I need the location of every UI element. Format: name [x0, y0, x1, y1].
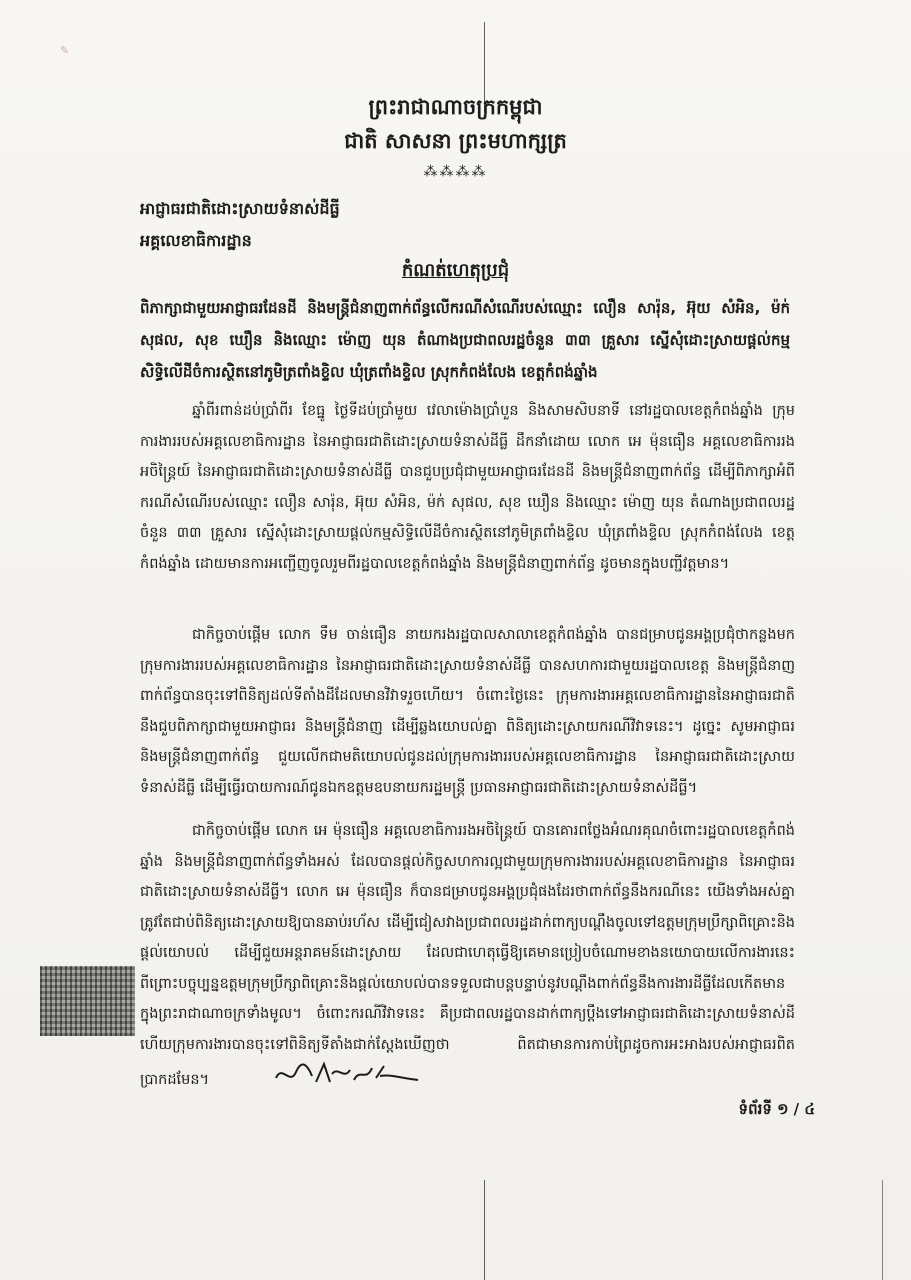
- body-paragraph-text: ជាកិច្ចចាប់ផ្តើម លោក អេ ម៉ុនធឿន អគ្គលេខាធិការរងអចិន្ត្រៃយ៍ បានគោរពថ្លែងអំណរគុណចំពោះរដ្ឋបាលខេត្តកំពង់ឆ្នាំង និងមន្ត្រីជំនាញពាក់ព័ន្ធទាំងអស់ ដែលបានផ្តល់កិច្ចសហការល្អជាមួយក្រុមការងាររបស់អគ្គលេខាធិការដ្ឋាន នៃអាជ្ញាធរជាតិដោះស្រាយទំនាស់ដីធ្លី។ លោក អេ ម៉ុនធឿន ក៏បានជម្រាបជូនអង្គប្រជុំផងដែរថាពាក់ព័ន្ធនឹងករណីនេះ យើងទាំងអស់គ្នាត្រូវតែជាប់ពិនិត្យដោះស្រាយឱ្យបានឆាប់រហ័ស ដើម្បីជៀសវាងប្រជាពលរដ្ឋដាក់ពាក្យបណ្តឹងចូលទៅឧត្តមក្រុមប្រឹក្សាពិគ្រោះនិងផ្តល់យោបល់ ដើម្បីជួយអន្តរាគមន៍ដោះស្រាយ ដែលជាហេតុធ្វើឱ្យគេមានប្រៀបចំណោមខាងនយោបាយលើការងារនេះ ពីព្រោះបច្ចុប្បន្នឧត្តមក្រុមប្រឹក្សាពិគ្រោះនិងផ្តល់យោបល់បានទទួលជាបន្តបន្ទាប់នូវបណ្តឹងពាក់ព័ន្ធនឹងការងារដីធ្លីដែលកើតមានក្នុងព្រះរាជាណាចក្រទាំងមូល។ ចំពោះករណីវិវាទនេះ គឺប្រជាពលរដ្ឋបានដាក់ពាក្យប្តឹងទៅអាជ្ញាធរជាតិដោះស្រាយទំនាស់ដី ហើយក្រុមការងារបានចុះទៅពិនិត្យទីតាំងជាក់ស្តែងឃើញថា ពិតជាមានការកាប់ព្រៃដូចការអះអាងរបស់អាជ្ញាធរពិតប្រាកដមែន។: [140, 823, 795, 1088]
- secretariat-name: អគ្គលេខាធិការដ្ឋាន: [140, 231, 252, 250]
- seal-stamp: [40, 966, 135, 1036]
- divider-ornament: ⁂⁂⁂⁂: [423, 164, 488, 180]
- fold-line: [484, 1180, 485, 1280]
- document-title: កំណត់ហេតុប្រជុំ: [401, 260, 510, 281]
- national-motto: ជាតិ សាសនា ព្រះមហាក្សត្រ: [344, 129, 567, 153]
- authority-name: អាជ្ញាធរជាតិដោះស្រាយទំនាស់ដីធ្លី: [140, 199, 340, 218]
- body-paragraph: ជាកិច្ចចាប់ផ្តើម លោក ទឹម ចាន់ធឿន នាយករងរដ្ឋបាលសាលាខេត្តកំពង់ឆ្នាំង បានជម្រាបជូនអង្គប្រជុំថាកន្លងមកក្រុមការងាររបស់អគ្គលេខាធិការដ្ឋាន នៃអាជ្ញាធរជាតិដោះស្រាយទំនាស់ដីធ្លី បានសហការជាមួយរដ្ឋបាលខេត្ត និងមន្ត្រីជំនាញពាក់ព័ន្ធបានចុះទៅពិនិត្យដល់ទីតាំងដីដែលមានវិវាទរួចហើយ។ ចំពោះថ្ងៃនេះ ក្រុមការងារអគ្គលេខាធិការដ្ឋាននៃអាជ្ញាធរជាតិ នឹងជួបពិភាក្សាជាមួយអាជ្ញាធរ និងមន្ត្រីជំនាញ ដើម្បីឆ្លងយោបល់គ្នា ពិនិត្យដោះស្រាយករណីវិវាទនេះ។ ដូច្នេះ សូមអាជ្ញាធរ និងមន្ត្រីជំនាញពាក់ព័ន្ធ ជួយលើកជាមតិយោបល់ជូនដល់ក្រុមការងាររបស់អគ្គលេខាធិការដ្ឋាន នៃអាជ្ញាធរជាតិដោះស្រាយទំនាស់ដីធ្លី ដើម្បីធ្វើរបាយការណ៍ជូនឯកឧត្តមឧបនាយករដ្ឋមន្ត្រី ប្រធានអាជ្ញាធរជាតិដោះស្រាយទំនាស់ដីធ្លី។: [140, 627, 795, 796]
- body-paragraph: ឆ្នាំពីរពាន់ដប់ប្រាំពីរ ខែធ្នូ ថ្ងៃទីដប់ប្រាំមួយ វេលាម៉ោងប្រាំបួន និងសាមសិបនាទី នៅរដ្ឋបាលខេត្តកំពង់ឆ្នាំង ក្រុមការងាររបស់អគ្គលេខាធិការដ្ឋាន នៃអាជ្ញាធរជាតិដោះស្រាយទំនាស់ដីធ្លី ដឹកនាំដោយ លោក អេ ម៉ុនធឿន អគ្គលេខាធិការរងអចិន្ត្រៃយ៍ នៃអាជ្ញាធរជាតិដោះស្រាយទំនាស់ដីធ្លី បានជួបប្រជុំជាមួយអាជ្ញាធរដែនដី និងមន្ត្រីជំនាញពាក់ព័ន្ធ ដើម្បីពិភាក្សាអំពីករណីសំណើរបស់ឈ្មោះ លឿន សារ៉ុន, អ៊ុយ សំអិន, ម៉ក់ សុផល, សុខ ឃឿន និងឈ្មោះ ម៉ោញ យុន តំណាងប្រជាពលរដ្ឋចំនួន ៣៣ គ្រួសារ ស្នើសុំដោះស្រាយផ្តល់កម្មសិទ្ធិលើដីចំការស្ថិតនៅភូមិត្រពាំងខ្ទិល ឃុំត្រពាំងខ្ទិល ស្រុកកំពង់លែង ខេត្តកំពង់ឆ្នាំង ដោយមានការអញ្ជើញចូលរួមពីរដ្ឋបាលខេត្តកំពង់ឆ្នាំង និងមន្ត្រីជំនាញពាក់ព័ន្ធ ដូចមានក្នុងបញ្ជីវត្តមាន។: [140, 403, 795, 572]
- document-subject: ពិភាក្សាជាមួយអាជ្ញាធរដែនដី និងមន្ត្រីជំនាញពាក់ព័ន្ធលើករណីសំណើរបស់ឈ្មោះ លឿន សារ៉ុន, អ៊ុយ សំអិន, ម៉ក់ សុផល, សុខ ឃឿន និងឈ្មោះ ម៉ោញ យុន តំណាងប្រជាពលរដ្ឋចំនួន ៣៣ គ្រួសារ ស្នើសុំដោះស្រាយផ្តល់កម្មសិទ្ធិលើដីចំការស្ថិតនៅភូមិត្រពាំងខ្ទិល ឃុំត្រពាំងខ្ទិល ស្រុកកំពង់លែង ខេត្តកំពង់ឆ្នាំង: [140, 299, 790, 381]
- signature-initials-icon: [220, 1060, 422, 1100]
- page-number: ទំព័រទី ១ / ៤: [738, 1100, 815, 1118]
- kingdom-heading: ព្រះរាជាណាចក្រកម្ពុជា: [368, 95, 543, 119]
- fold-line: [882, 1180, 883, 1280]
- body-paragraph: [140, 816, 795, 1100]
- corner-mark-icon: ✎: [60, 44, 70, 57]
